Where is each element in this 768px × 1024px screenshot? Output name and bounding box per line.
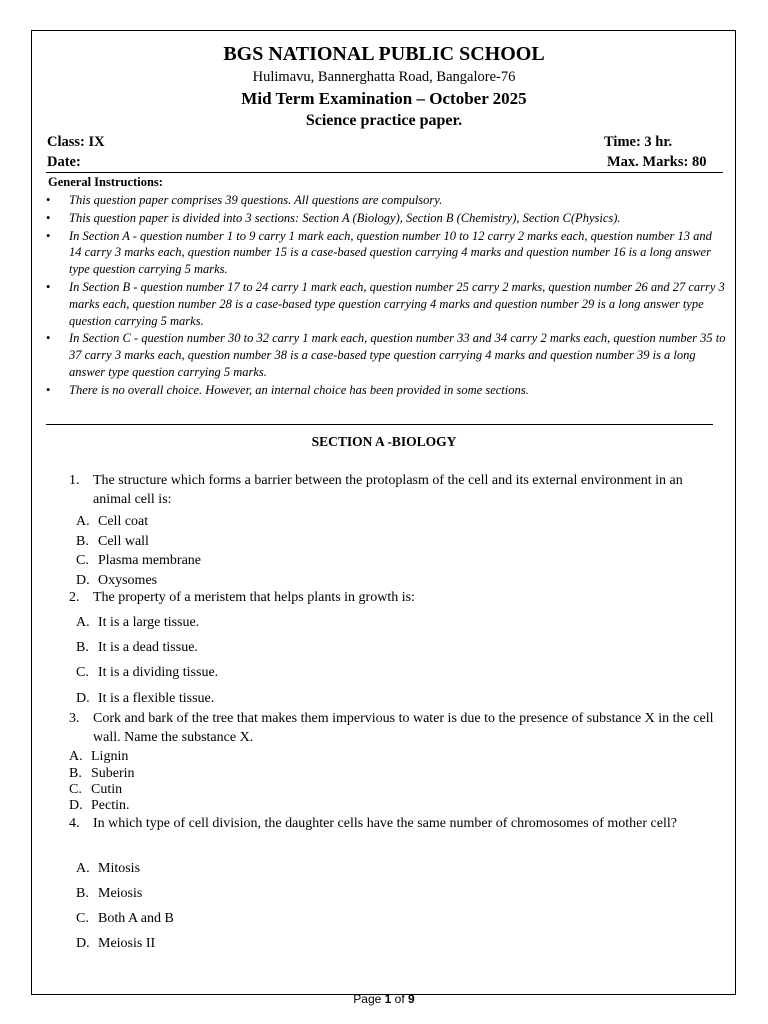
option-d: D. Oxysomes bbox=[76, 573, 158, 588]
option-b: B. Cell wall bbox=[76, 534, 149, 549]
option-b: B. Meiosis bbox=[76, 886, 143, 901]
question-2 bbox=[69, 588, 719, 607]
option-a: A. It is a large tissue. bbox=[76, 615, 200, 630]
option-d: D. Meiosis II bbox=[76, 936, 156, 951]
section-title: SECTION A -BIOLOGY bbox=[311, 434, 457, 449]
instructions-heading: General Instructions: bbox=[48, 175, 163, 189]
option-a: A. Lignin bbox=[69, 749, 129, 764]
class-label: Class: IX bbox=[47, 134, 105, 150]
question-text: The property of a meristem that helps plants in growth is: bbox=[93, 590, 415, 605]
question-1 bbox=[69, 471, 719, 509]
instruction-item: • In Section C - question number 30 to 32 carry 1 mark each, question number 33 and 34 carry 2 marks each, question number 35 to 37 carry 3 marks each, question number 38 is a case-based type question carrying 4 marks and question number 39 is a long answer type question carrying 5 marks. bbox=[46, 331, 726, 379]
section-divider bbox=[46, 424, 713, 425]
instruction-item: • There is no overall choice. However, an internal choice has been provided in some sections. bbox=[46, 382, 529, 397]
time-label: Time: 3 hr. bbox=[604, 134, 673, 150]
paper-title: Science practice paper. bbox=[305, 112, 463, 129]
bullet-icon: • bbox=[46, 331, 51, 346]
bullet-icon: • bbox=[46, 228, 51, 243]
exam-title: Mid Term Examination – October 2025 bbox=[241, 89, 527, 108]
school-address: Hulimavu, Bannerghatta Road, Bangalore-76 bbox=[252, 69, 516, 85]
question-number: 1. bbox=[69, 473, 80, 488]
option-c: C. Plasma membrane bbox=[76, 553, 202, 568]
instructions-list bbox=[46, 192, 726, 400]
question-number: 4. bbox=[69, 816, 80, 831]
option-c: C. Cutin bbox=[69, 782, 123, 797]
instruction-item: • In Section B - question number 17 to 24 carry 1 mark each, question number 25 carry 2 marks, question number 26 and 27 carry 3 marks each, question number 28 is a case-based type question carrying 4 marks and question number 29 is a long answer type question carrying 5 marks. bbox=[46, 279, 725, 328]
question-number: 3. bbox=[69, 711, 80, 726]
page-number: Page 1 of 9 bbox=[353, 992, 415, 1006]
question-text: The structure which forms a barrier between the protoplasm of the cell and its external environment in an animal cell is: bbox=[93, 473, 683, 507]
bullet-icon: • bbox=[46, 210, 51, 225]
option-b: B. It is a dead tissue. bbox=[76, 640, 198, 655]
max-marks-label: Max. Marks: 80 bbox=[607, 154, 707, 170]
question-4 bbox=[69, 814, 719, 833]
question-number: 2. bbox=[69, 590, 80, 605]
instruction-item: • This question paper comprises 39 questions. All questions are compulsory. bbox=[46, 193, 443, 207]
bullet-icon: • bbox=[46, 193, 51, 207]
question-text: In which type of cell division, the daughter cells have the same number of chromosomes of mother cell? bbox=[93, 816, 677, 831]
instruction-item: • This question paper is divided into 3 sections: Section A (Biology), Section B (Chemistry), Section C(Physics). bbox=[46, 210, 621, 225]
option-d: D. Pectin. bbox=[69, 798, 130, 813]
bullet-icon: • bbox=[46, 382, 51, 397]
header-divider bbox=[46, 172, 723, 173]
question-text: Cork and bark of the tree that makes them impervious to water is due to the presence of substance X in the cell wall. Name the substance X. bbox=[93, 711, 714, 745]
option-a: A. Cell coat bbox=[76, 514, 149, 529]
school-name: BGS NATIONAL PUBLIC SCHOOL bbox=[223, 43, 545, 65]
option-c: C. Both A and B bbox=[76, 911, 174, 926]
bullet-icon: • bbox=[46, 279, 51, 294]
option-a: A. Mitosis bbox=[76, 861, 141, 876]
date-label: Date: bbox=[47, 154, 81, 170]
instruction-item: • In Section A - question number 1 to 9 carry 1 mark each, question number 10 to 12 carry 2 marks each, question number 13 and 14 carry 3 marks each, question number 15 is a case-based question carrying 4 marks and question number 16 is a long answer type question carrying 5 marks. bbox=[46, 228, 712, 277]
option-b: B. Suberin bbox=[69, 766, 135, 781]
option-d: D. It is a flexible tissue. bbox=[76, 691, 215, 706]
question-3 bbox=[69, 709, 719, 747]
option-c: C. It is a dividing tissue. bbox=[76, 665, 219, 680]
